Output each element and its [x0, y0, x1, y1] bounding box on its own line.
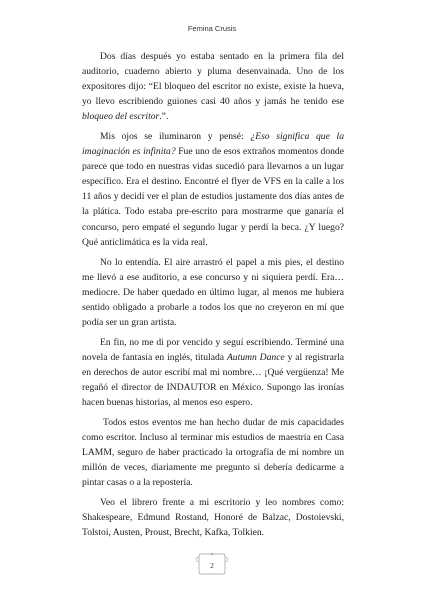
page-number-ornament — [193, 551, 231, 577]
text-segment: No lo entendía. El aire arrastró el papel a mis pies, el destino me llevó a ese auditorio, a ese concurso y ni siquiera perdí. Era… mediocre. De haber quedado en último lugar, al menos me hubiera sentido obligado a probarle a todos los que no creyeron en mí que podía ser un gran artista. — [82, 256, 344, 328]
paragraph-1 — [82, 49, 344, 124]
paragraph-4 — [82, 335, 344, 410]
italic-segment: ¿Eso significa que la imaginación es infinita? — [82, 131, 344, 158]
text-segment: Dos días después yo estaba sentado en la primera fila del auditorio, cuaderno abierto y pluma desenvainada. Uno de los expositores dijo: “El bloqueo del escritor no existe, existe la hueva, yo llevo escribiendo guiones casi 40 años y jamás he tenido ese — [82, 51, 344, 108]
running-header: Femina Crusis — [187, 24, 237, 33]
text-segment: .”. — [159, 111, 169, 123]
italic-segment: bloqueo del escritor — [82, 111, 160, 123]
text-segment: y al registrarla en derechos de autor escribí mal mi nombre… ¡Qué vergüenza! Me regañó el director de INDAUTOR en México. Supongo las ironías hacen buenas historias, al menos eso espero. — [82, 351, 344, 409]
body-text — [82, 49, 344, 545]
text-segment: En fin, no me di por vencido y seguí escribiendo. Terminé una novela de fantasía en inglés, titulada — [82, 336, 344, 363]
paragraph-6 — [82, 495, 344, 540]
paragraph-2 — [82, 129, 344, 249]
text-segment: Mis ojos se iluminaron y pensé: — [100, 131, 251, 143]
text-segment: Fue uno de esos extraños momentos donde parece que todo en nuestras vidas sucedió para llevarnos a un lugar específico. Era el destino. Encontré el flyer de VFS en la calle a los 11 años y decidí ver el plan de estudios justamente dos días antes de la plática. Todo estaba pre-escrito para mostrarme que ganaría el concurso, pero empaté el segundo lugar y perdí la beca. ¿Y luego? Qué anticlimática es la vida real. — [82, 146, 344, 248]
page-number: 2 — [210, 561, 214, 570]
paragraph-3 — [82, 255, 344, 330]
text-segment: Todos estos eventos me han hecho dudar de mis capacidades como escritor. Incluso al terminar mis estudios de maestría en Casa LAMM, seguro de haber practicado la ortografía de mi nombre un millón de veces, diariamente me pregunto si debería dedicarme a pintar casas o a la repostería. — [82, 417, 344, 489]
text-segment: Veo el librero frente a mi escritorio y leo nombres como: Shakespeare, Edmund Rostand, Honoré de Balzac, Dostoievski, Tolstoi, Austen, Proust, Brecht, Kafka, Tolkien. — [82, 497, 344, 539]
paragraph-5 — [82, 415, 344, 490]
italic-segment: Autumn Dance — [226, 351, 285, 363]
